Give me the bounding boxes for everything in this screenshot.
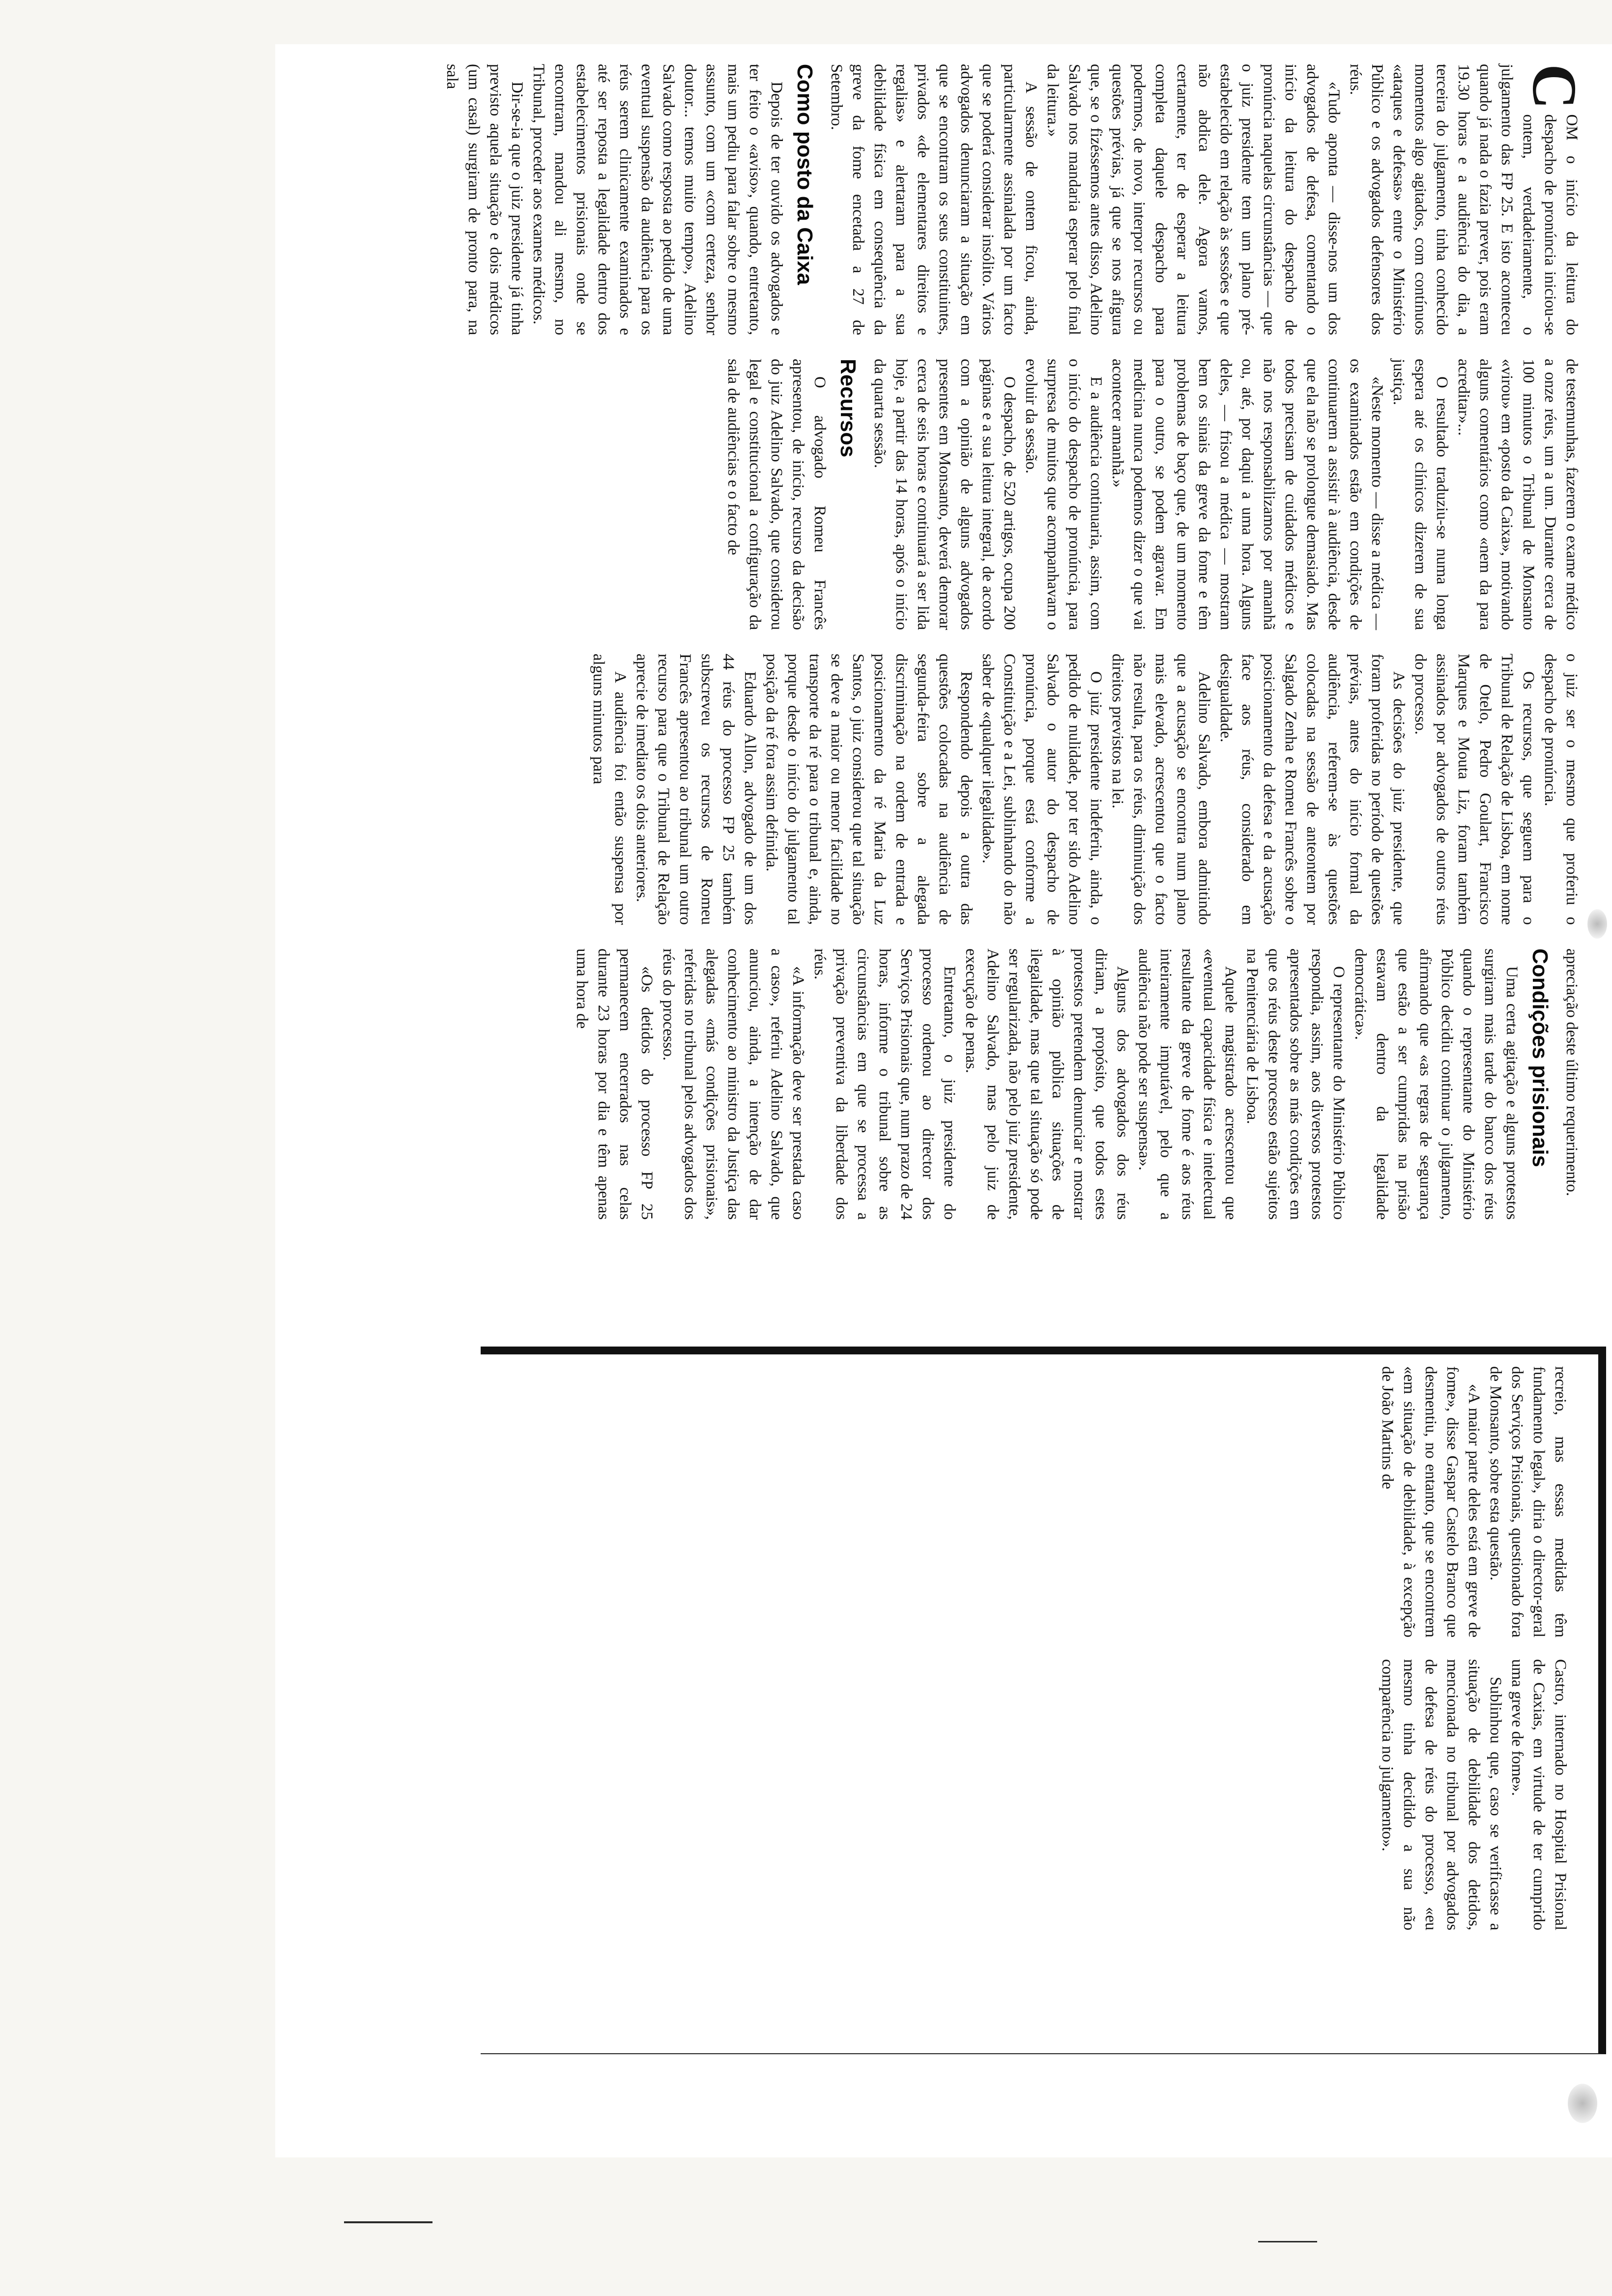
paragraph: O representante do Ministério Público respondia, assim, aos diversos protestos apresentados sobre as más condições em que os réus deste processo estão sujeitos na Penitenciária de Lisboa. xyxy=(1243,948,1348,1220)
scan-edge-mark xyxy=(1258,2241,1317,2242)
paragraph: «A maior parte deles está em greve de fome», disse Gaspar Castelo Branco que desmentiu, no entanto, que se encontrem «em situação de debilidade, à excepção de João Martins de xyxy=(1379,1366,1483,1637)
paragraph: Adelino Salvado, embora admitindo que a acusação se encontra num plano mais elevado, acrescentou que o facto não resulta, para os réus, diminuição dos direitos previstos na lei. xyxy=(1109,654,1213,925)
paragraph: O advogado Romeu Francês apresentou, de início, recurso da decisão do juiz Adelino Salvado, que considerou legal e constitucional a configuração da sala de audiências e o facto de xyxy=(724,359,829,630)
paragraph: de testemunhas, fazerem o exame médico a onze réus, um a um. Durante cerca de 100 minutos o Tribunal de Monsanto «virou» em «posto da Caixa», motivando alguns comentários como «nem da para acreditar»... xyxy=(1455,359,1581,630)
column-3 xyxy=(588,654,1583,925)
paragraph: O resultado traduziu-se numa longa espera até os clínicos dizerem de sua justiça. xyxy=(1390,359,1451,630)
paragraph: Uma certa agitação e alguns protestos surgiram mais tarde do banco dos réus quando o representante do Ministério Público decidiu continuar o julgamento, afirmando que «as regras de segurança que estão a ser cumpridas na prisão estavam dentro da legalidade democrática». xyxy=(1352,948,1521,1220)
paragraph: «Tudo aponta — disse-nos um dos advogados de defesa, comentando o início da leitura do despacho de pronúncia naquelas circunstâncias — que o juiz presidente tem um plano pré-estabelecido em relação às sessões e que não abdica dele. Agora vamos, certamente, ter de esperar a leitura completa daquele despacho para podermos, de novo, interpor recursos ou questões prévias, já que se nos afigura que, se o fizéssemos antes disso, Adelino Salvado nos mandaria esperar pelo final da leitura.» xyxy=(1044,64,1343,335)
intro-paragraph xyxy=(1345,64,1589,335)
box-column-1 xyxy=(1377,1366,1571,1637)
column-2 xyxy=(722,359,1583,630)
paragraph: Castro, internado no Hospital Prisional de Caxias, em virtude de ter cumprido uma greve de fome». xyxy=(1508,1659,1569,1930)
paragraph: Respondendo depois a outra das questões colocadas na audiência de segunda-feira sobre a alegada discriminação na ordem de entrada e posicionamento da ré Maria da Luz Santos, o juiz considerou que tal situação se deve a maior ou menor facilidade no transporte da ré para o tribunal e, ainda, porque desde o início do julgamento tal posição da ré fora assim definida. xyxy=(763,654,975,925)
paragraph: A audiência foi então suspensa por alguns minutos para xyxy=(590,654,629,925)
paragraph: Eduardo Allon, advogado de um dos 44 réus do processo FP 25 também subscreveu os recursos de Romeu Francês apresentou ao tribunal um outro recurso para que o Tribunal de Relação aprecie de imediato os dois anteriores. xyxy=(633,654,759,925)
paragraph: Depois de ter ouvido os advogados e ter feito o «aviso», quando, entretanto, mais um pediu para falar sobre o mesmo assunto, com um «com certeza, senhor doutor... temos muito tempo», Adelino Salvado como resposta ao pedido de uma eventual suspensão da audiência para os réus serem clinicamente examinados e até ser reposta a legalidade dentro dos estabelecimentos prisionais onde se encontram, mandou ali mesmo, no Tribunal, proceder aos exames médicos. xyxy=(530,64,785,335)
ink-smudge xyxy=(1587,909,1607,939)
paragraph: «Neste momento — disse a médica — os examinados estão em condições de continuarem a assistir à audiência, desde que ela não se prolongue demasiado. Mas todos precisam de cuidados médicos e não nos responsabilizamos por amanhã ou, até, por daqui a uma hora. Alguns deles, — frisou a médica — mostram bem os sinais da greve da fome e têm problemas de baço que, de um momento para o outro, se podem agravar. Em medicina nunca podemos dizer o que vai acontecer amanhã.» xyxy=(1109,359,1386,630)
column-1 xyxy=(441,64,1589,335)
column-4 xyxy=(571,948,1583,1220)
paragraph: apreciação deste último requerimento. xyxy=(1563,948,1581,1196)
paragraph: Entretanto, o juiz presidente do processo ordenou ao director dos Serviços Prisionais que, num prazo de 24 horas, informe o tribunal sobre as circunstâncias em que se processa a privação preventiva da liberdade dos réus. xyxy=(811,948,958,1220)
subheading-condicoes: Condições prisionais xyxy=(1528,948,1552,1167)
ink-smudge xyxy=(1568,2084,1597,2123)
subheading-caixa: Como posto da Caixa xyxy=(793,64,817,285)
paragraph: Aquele magistrado acrescentou que «eventual capacidade física e intelectual resultante da greve de fome é aos réus inteiramente imputável, pelo que a audiência não pode ser suspensa». xyxy=(1135,948,1239,1220)
paragraph: As decisões do juiz presidente, que foram proferidas no período de questões prévias, antes do início formal da audiência, referem-se às questões colocadas na sessão de anteontem por Salgado Zenha e Romeu Francês sobre o posicionamento da defesa e da acusação face aos réus, considerado em desigualdade. xyxy=(1217,654,1408,925)
box-column-2 xyxy=(1377,1659,1571,1930)
subheading-recursos: Recursos xyxy=(836,359,860,458)
scan-edge-mark xyxy=(344,2221,432,2223)
intro-text: OM o início da leitura do despacho de pronúncia iniciou-se ontem, verdadeiramente, o julgamento das FP 25. E isto aconteceu quando já nada o fazia prever, pois eram 19.30 horas e a audiência do dia, a terceira do julgamento, tinha conhecido momentos algo agitados, com contínuos «ataques e defesas» entre o Ministério Público e os advogados defensores dos réus. xyxy=(1347,64,1581,335)
paragraph: O despacho, de 520 artigos, ocupa 200 páginas e a sua leitura integral, de acordo com a opinião de alguns advogados presentes em Monsanto, deverá demorar cerca de seis horas e continuará a ser lida hoje, a partir das 14 horas, após o início da quarta sessão. xyxy=(871,359,1018,630)
newspaper-clipping xyxy=(275,44,1612,2157)
paragraph: Sublinhou que, caso se verificasse a situação de debilidade dos detidos, mencionada no tribunal por advogados de defesa de réus do processo, «eu mesmo tinha decidido a sua não comparência no julgamento». xyxy=(1379,1659,1504,1930)
paragraph: A sessão de ontem ficou, ainda, particularmente assinalada por um facto que se poderá considerar insólito. Vários advogados denunciaram a situação em que se encontram os seus constituintes, privados «de elementares direitos e regalias» e alertaram para a sua debilidade física em consequência da greve da fome encetada a 27 de Setembro. xyxy=(828,64,1040,335)
paragraph: «Os detidos do processo FP 25 permanecem encerrados nas celas durante 23 horas por dia e têm apenas uma hora de xyxy=(573,948,656,1220)
paragraph: E a audiência continuaria, assim, com o início do despacho de pronúncia, para surpresa de muitos que acompanhavam o evoluir da sessão. xyxy=(1022,359,1105,630)
paragraph: Dir-se-ia que o juiz presidente já tinha previsto aquela situação e dois médicos (um casal) surgiram de pronto para, na sala xyxy=(443,64,526,335)
paragraph: Os recursos, que seguem para o Tribunal de Relação de Lisboa, em nome de Otelo, Pedro Goulart, Francisco Marques e Mouta Liz, foram também assinados por advogados de outros réus do processo. xyxy=(1411,654,1537,925)
paragraph: recreio, mas essas medidas têm fundamento legal», diria o director-geral dos Serviços Prisionais, questionado fora de Monsanto, sobre esta questão. xyxy=(1487,1366,1569,1637)
paragraph: o juiz ser o mesmo que proferiu o despacho de pronúncia. xyxy=(1541,654,1581,925)
boxed-continuation xyxy=(481,1347,1606,2054)
drop-cap: C xyxy=(1520,64,1589,110)
paragraph: «A informação deve ser prestada caso a caso», referiu Adelino Salvado, que anunciou, ainda, a intenção de dar conhecimento ao ministro da Justiça das alegadas «más condições prisionais», referidas no tribunal pelos advogados dos réus do processo. xyxy=(660,948,807,1220)
paragraph: O juiz presidente indeferiu, ainda, o pedido de nulidade, por ter sido Adelino Salvado o autor do despacho de pronúncia, porque está conforme a Constituição e a Lei, sublinhando do não saber de «qualquer ilegalidade». xyxy=(979,654,1105,925)
paragraph: Alguns dos advogados dos réus diriam, a propósito, que todos estes protestos pretendem denunciar e mostrar à opinião pública situações de ilegalidade, mas que tal situação só pode ser regularizada, não pelo juiz presidente, Adelino Salvado, mas pelo juiz de execução de penas. xyxy=(962,948,1131,1220)
